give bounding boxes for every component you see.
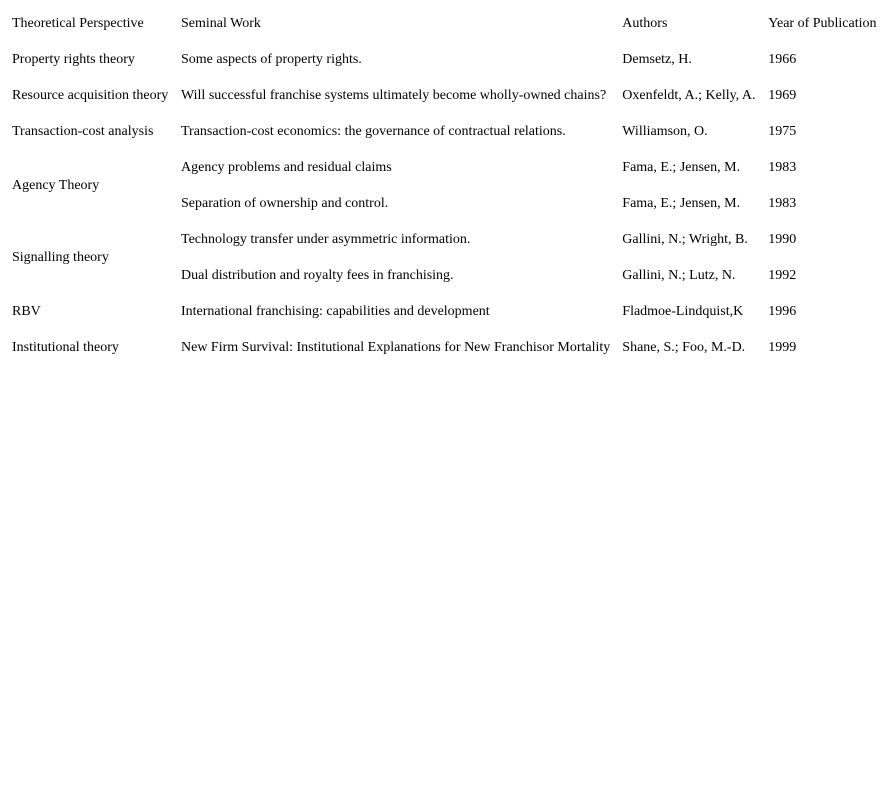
header-year: Year of Publication (768, 16, 877, 31)
authors-cell: Oxenfeldt, A.; Kelly, A. (622, 88, 756, 103)
literature-table (6, 6, 883, 366)
authors-cell: Fladmoe-Lindquist,K (622, 304, 744, 319)
year-cell: 1969 (768, 88, 797, 103)
table-row (6, 114, 883, 150)
year-cell: 1983 (768, 160, 797, 175)
perspective-cell: Agency Theory (12, 178, 100, 193)
authors-cell: Shane, S.; Foo, M.-D. (622, 340, 746, 355)
work-cell: Separation of ownership and control. (181, 196, 389, 211)
table-row (6, 222, 883, 258)
table-row (6, 330, 883, 366)
work-cell: Will successful franchise systems ultimately become wholly-owned chains? (181, 88, 607, 103)
year-cell: 1999 (768, 340, 797, 355)
perspective-cell: Property rights theory (12, 52, 135, 67)
authors-cell: Williamson, O. (622, 124, 708, 139)
work-cell: Transaction-cost economics: the governance of contractual relations. (181, 124, 566, 139)
authors-cell: Gallini, N.; Lutz, N. (622, 268, 736, 283)
work-cell: New Firm Survival: Institutional Explanations for New Franchisor Mortality (181, 340, 611, 355)
year-cell: 1983 (768, 196, 797, 211)
year-cell: 1992 (768, 268, 797, 283)
table-row (6, 78, 883, 114)
work-cell: Some aspects of property rights. (181, 52, 362, 67)
perspective-cell: Resource acquisition theory (12, 88, 169, 103)
authors-cell: Fama, E.; Jensen, M. (622, 196, 741, 211)
table-header-row (6, 6, 883, 42)
year-cell: 1966 (768, 52, 797, 67)
perspective-cell: Signalling theory (12, 250, 109, 265)
perspective-cell: RBV (12, 304, 41, 319)
table-row (6, 42, 883, 78)
work-cell: International franchising: capabilities and development (181, 304, 490, 319)
perspective-cell: Transaction-cost analysis (12, 124, 154, 139)
work-cell: Agency problems and residual claims (181, 160, 392, 175)
authors-cell: Demsetz, H. (622, 52, 692, 67)
header-theoretical-perspective: Theoretical Perspective (12, 16, 144, 31)
year-cell: 1990 (768, 232, 797, 247)
year-cell: 1975 (768, 124, 797, 139)
work-cell: Dual distribution and royalty fees in franchising. (181, 268, 454, 283)
header-seminal-work: Seminal Work (181, 16, 261, 31)
header-authors: Authors (622, 16, 668, 31)
authors-cell: Gallini, N.; Wright, B. (622, 232, 748, 247)
authors-cell: Fama, E.; Jensen, M. (622, 160, 741, 175)
table-row (6, 294, 883, 330)
work-cell: Technology transfer under asymmetric information. (181, 232, 471, 247)
year-cell: 1996 (768, 304, 797, 319)
perspective-cell: Institutional theory (12, 340, 119, 355)
table-row (6, 150, 883, 186)
